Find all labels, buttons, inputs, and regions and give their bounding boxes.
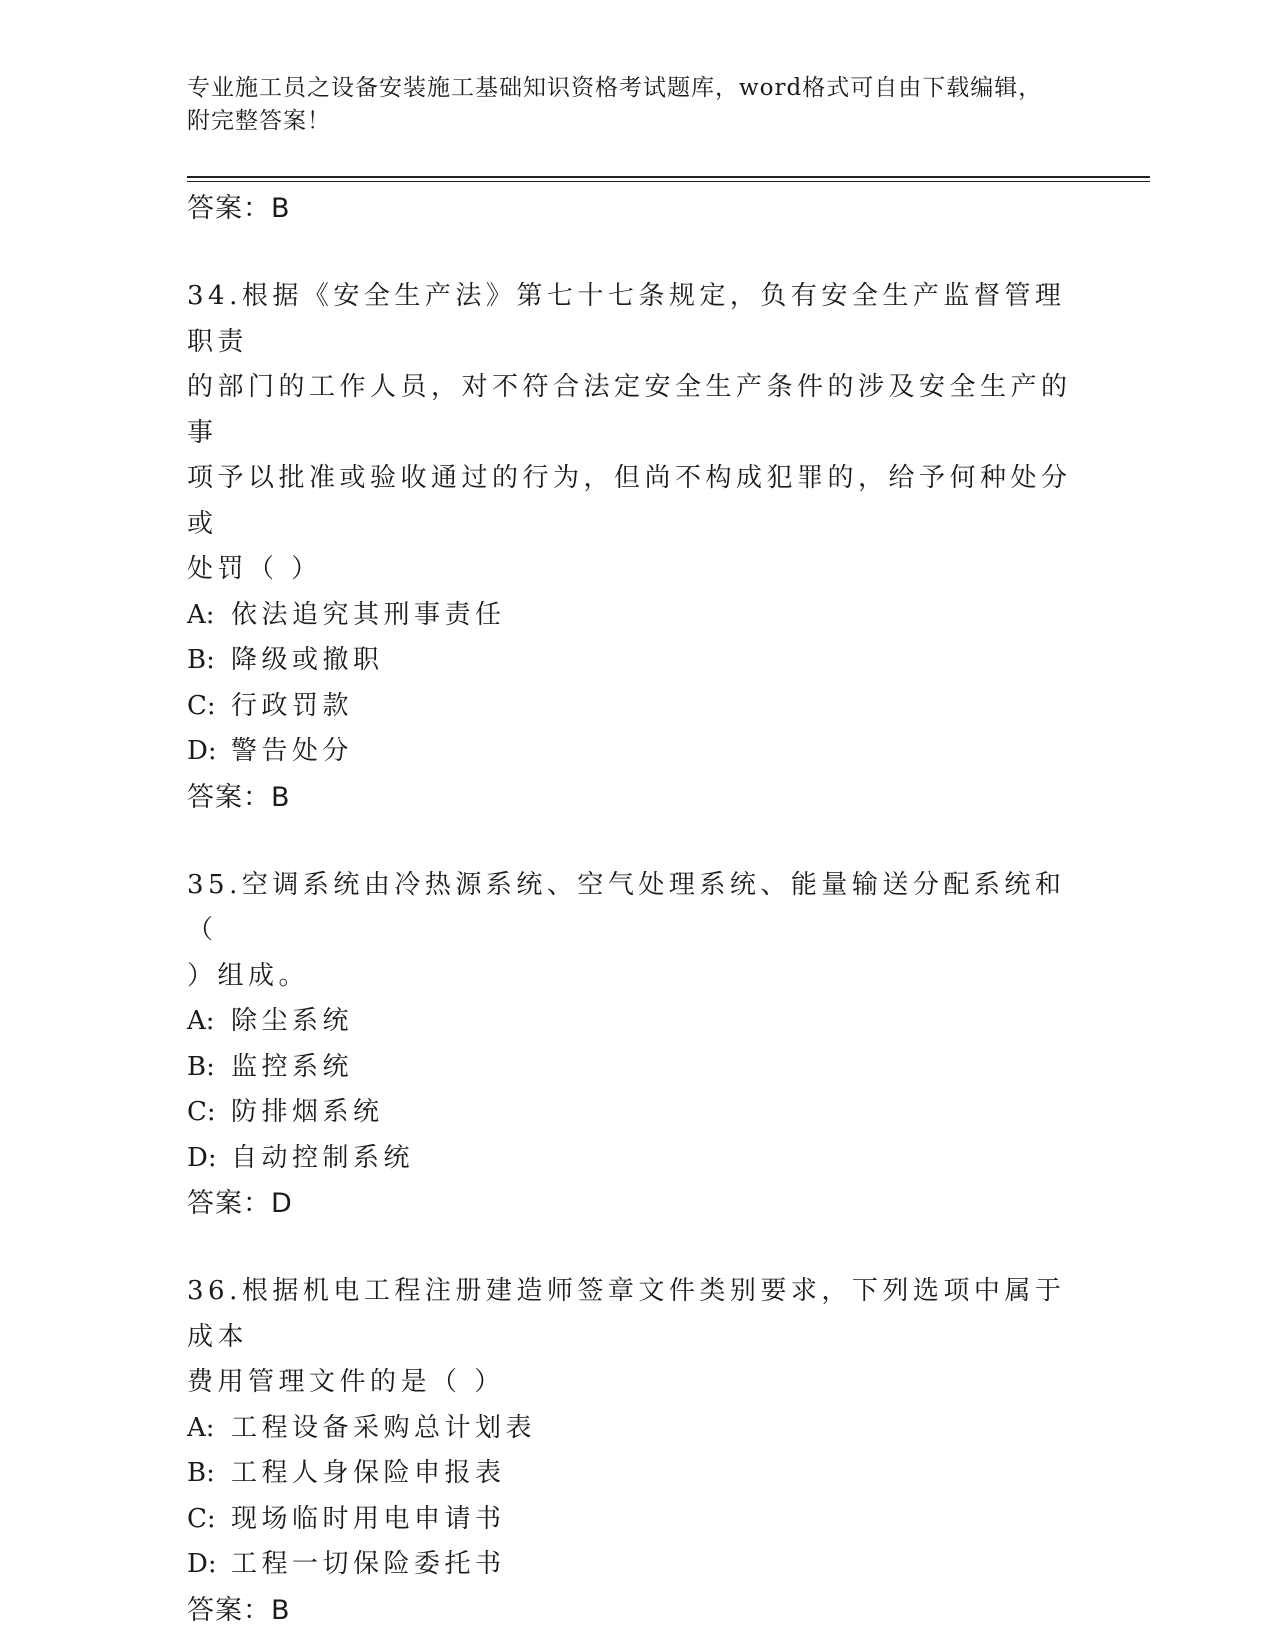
option-text: 依法追究其刑事责任 [231, 599, 506, 630]
option-key: C: [187, 690, 216, 721]
stem-line: 项予以批准或验收通过的行为，但尚不构成犯罪的，给予何种处分或 [187, 463, 1072, 539]
option-c [187, 1090, 1087, 1136]
question-35 [187, 863, 1087, 1228]
question-list [187, 186, 1087, 1634]
option-key: B: [187, 1458, 215, 1488]
option-key: D: [187, 736, 217, 766]
option-text: 警告处分 [231, 736, 354, 766]
header-line-2: 附完整答案！ [187, 108, 331, 134]
option-b [187, 1451, 1087, 1497]
stem-line: 35.空调系统由冷热源系统、空气处理系统、能量输送分配系统和（ [187, 869, 1066, 945]
option-d [187, 1136, 1087, 1182]
option-key: B: [187, 1051, 215, 1082]
option-key: A: [187, 1412, 215, 1443]
option-key: D: [187, 1142, 217, 1173]
option-text: 工程人身保险申报表 [231, 1458, 506, 1488]
question-stem [187, 274, 1087, 593]
option-key: A: [187, 599, 215, 630]
answer: 答案：B [187, 781, 291, 813]
option-a [187, 999, 1087, 1045]
option-key: C: [187, 1097, 216, 1127]
question-stem [187, 1269, 1087, 1406]
answer: 答案：D [187, 1188, 293, 1219]
option-a [187, 1406, 1087, 1452]
stem-line: 的部门的工作人员，对不符合法定安全生产条件的涉及安全生产的事 [187, 372, 1072, 448]
question-stem [187, 863, 1087, 1000]
option-text: 工程设备采购总计划表 [231, 1412, 537, 1443]
question-34 [187, 274, 1087, 821]
header-line-1: 专业施工员之设备安装施工基础知识资格考试题库，word格式可自由下载编辑， [187, 75, 1043, 101]
option-key: A: [187, 1006, 215, 1036]
option-d [187, 1542, 1087, 1588]
stem-line: 处罚（ ） [187, 554, 322, 584]
option-text: 行政罚款 [231, 690, 354, 721]
option-key: B: [187, 645, 215, 675]
answer: 答案：B [187, 1594, 291, 1626]
header-rule-thin [187, 181, 1150, 182]
option-d [187, 729, 1087, 775]
answer-previous: 答案：B [187, 193, 291, 224]
option-text: 自动控制系统 [231, 1142, 415, 1173]
option-b [187, 638, 1087, 684]
option-text: 监控系统 [231, 1051, 354, 1082]
option-c [187, 684, 1087, 730]
page-header [187, 72, 1067, 138]
option-b [187, 1045, 1087, 1091]
stem-line: ）组成。 [187, 960, 310, 991]
option-key: C: [187, 1503, 216, 1534]
option-text: 防排烟系统 [231, 1097, 384, 1127]
option-text: 除尘系统 [231, 1006, 354, 1036]
option-c [187, 1497, 1087, 1543]
option-text: 降级或撤职 [231, 645, 384, 675]
question-36 [187, 1269, 1087, 1634]
stem-line: 费用管理文件的是（ ） [187, 1367, 505, 1397]
stem-line: 36.根据机电工程注册建造师签章文件类别要求，下列选项中属于成本 [187, 1276, 1066, 1352]
stem-line: 34.根据《安全生产法》第七十七条规定，负有安全生产监督管理职责 [187, 281, 1066, 357]
option-text: 现场临时用电申请书 [231, 1503, 506, 1534]
option-key: D: [187, 1549, 217, 1579]
header-rule-thick [187, 176, 1150, 178]
option-a [187, 593, 1087, 639]
option-text: 工程一切保险委托书 [231, 1549, 506, 1579]
